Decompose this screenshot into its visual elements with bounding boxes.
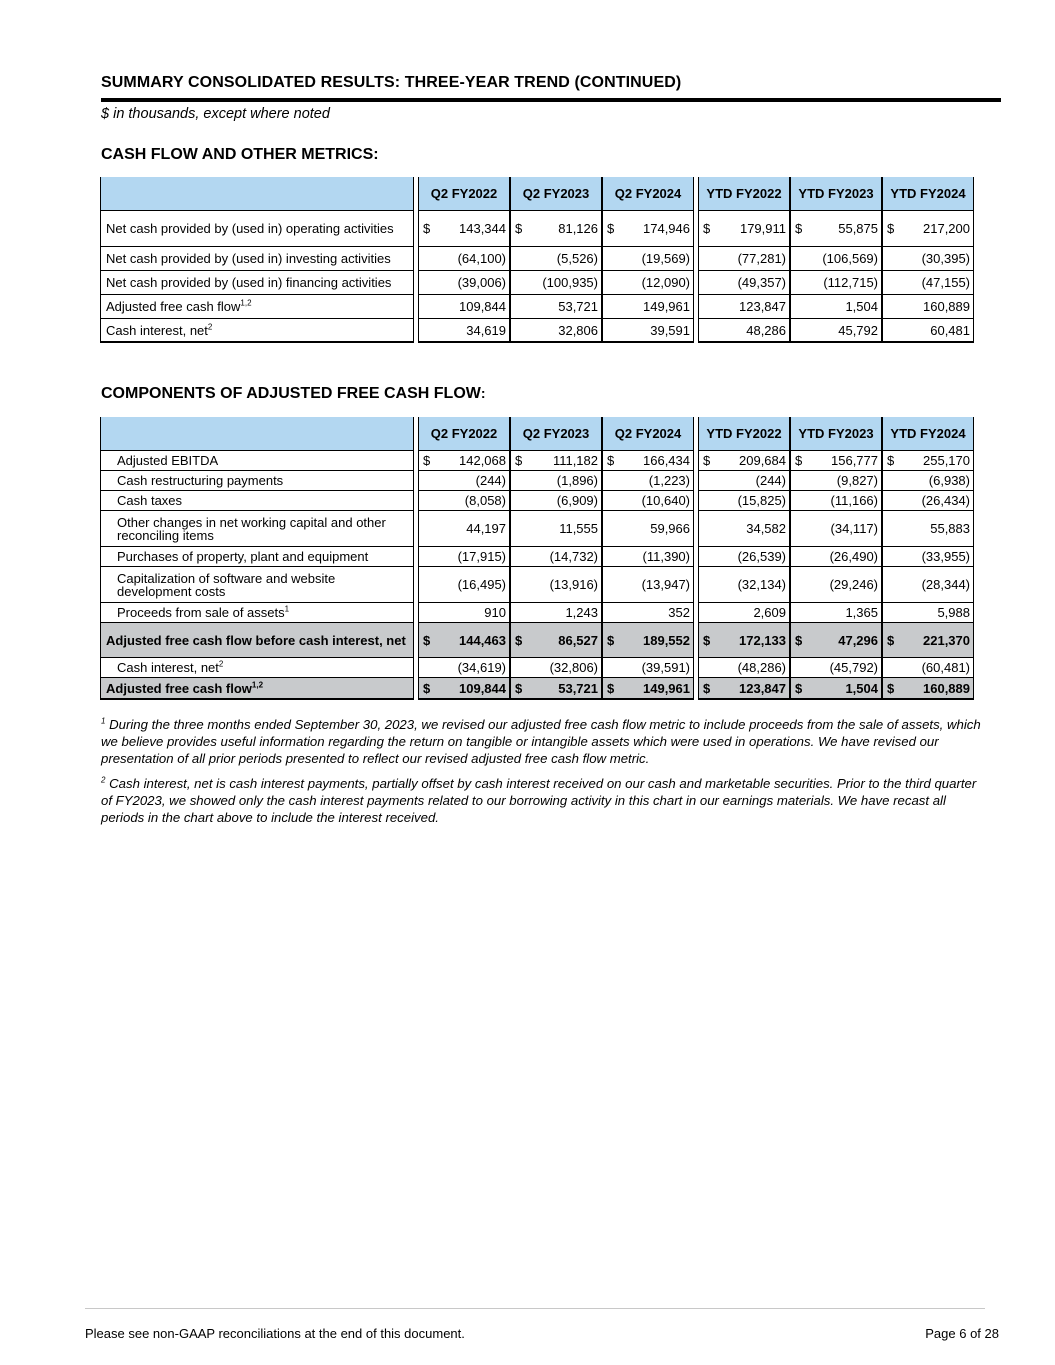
- cell-value: (17,915): [457, 549, 506, 564]
- value-cell: [418, 451, 510, 471]
- cell-value: (33,955): [921, 549, 970, 564]
- row-label-text: Net cash provided by (used in) operating activities: [106, 221, 394, 236]
- cell-value: 1,504: [845, 299, 878, 314]
- cell-value: 1,504: [845, 680, 878, 696]
- value-cell: [602, 603, 694, 623]
- column-header: YTD FY2024: [882, 177, 974, 211]
- currency-symbol: $: [423, 680, 431, 696]
- currency-symbol: $: [607, 632, 615, 648]
- value-cell: [510, 658, 602, 678]
- row-label-text: Cash interest, net: [117, 660, 219, 675]
- cell-value: (32,134): [737, 577, 786, 592]
- cell-value: 111,182: [552, 453, 598, 468]
- cell-value: (34,619): [457, 660, 506, 675]
- value-cell: [510, 211, 602, 247]
- table-row: [100, 567, 974, 603]
- currency-symbol: $: [887, 680, 895, 696]
- cell-value: 143,344: [459, 221, 506, 236]
- value-cell: [790, 678, 882, 700]
- header-blank-cell: [100, 177, 414, 211]
- currency-symbol: $: [703, 680, 711, 696]
- table-row: [100, 547, 974, 567]
- table-row: [100, 623, 974, 658]
- row-label-text: Adjusted free cash flow: [106, 299, 241, 314]
- row-label: [100, 491, 414, 511]
- column-header: YTD FY2024: [882, 417, 974, 451]
- cell-value: (26,490): [829, 549, 878, 564]
- value-cell: [602, 271, 694, 295]
- cell-value: 166,434: [643, 453, 690, 468]
- row-label-text: Purchases of property, plant and equipment: [117, 549, 369, 564]
- row-label: [100, 211, 414, 247]
- column-header: Q2 FY2022: [418, 177, 510, 211]
- header-blank-cell: [100, 417, 414, 451]
- currency-symbol: $: [607, 221, 615, 236]
- table-header-row: [100, 177, 974, 211]
- value-cell: [882, 247, 974, 271]
- row-label: [100, 511, 414, 547]
- value-cell: [790, 603, 882, 623]
- row-label: [100, 678, 414, 700]
- footnote-1: [101, 716, 981, 767]
- value-cell: [882, 511, 974, 547]
- cell-value: 11,555: [559, 521, 598, 536]
- cell-value: 255,170: [923, 453, 970, 468]
- value-cell: [602, 678, 694, 700]
- value-cell: [698, 295, 790, 319]
- cell-value: 47,296: [838, 632, 878, 648]
- value-cell: [418, 247, 510, 271]
- components-section-title: [101, 385, 486, 403]
- cell-value: 142,068: [459, 453, 506, 468]
- value-cell: [790, 491, 882, 511]
- components-title-text: COMPONENTS OF ADJUSTED FREE CASH FLOW: [101, 385, 481, 402]
- cell-value: (19,569): [641, 251, 690, 266]
- footnote-ref: 1,2: [240, 298, 252, 308]
- cell-value: 45,792: [838, 322, 878, 338]
- cell-value: 209,684: [739, 453, 786, 468]
- cell-value: (28,344): [921, 577, 970, 592]
- row-label-text: Capitalization of software and website development costs: [117, 570, 336, 599]
- column-header: Q2 FY2022: [418, 417, 510, 451]
- value-cell: [510, 567, 602, 603]
- currency-symbol: $: [887, 453, 895, 468]
- value-cell: [510, 471, 602, 491]
- cell-value: (39,591): [641, 660, 690, 675]
- value-cell: [882, 491, 974, 511]
- cell-value: (12,090): [641, 275, 690, 290]
- value-cell: [418, 491, 510, 511]
- column-header: YTD FY2022: [698, 177, 790, 211]
- cell-value: 221,370: [923, 632, 970, 648]
- table-row: [100, 658, 974, 678]
- cash-flow-table: [100, 177, 974, 343]
- value-cell: [602, 295, 694, 319]
- page-subtitle: $ in thousands, except where noted: [101, 106, 330, 122]
- currency-symbol: $: [515, 453, 523, 468]
- value-cell: [698, 678, 790, 700]
- footnote-ref: 1: [284, 604, 290, 614]
- value-cell: [602, 567, 694, 603]
- value-cell: [510, 451, 602, 471]
- cell-value: 53,721: [558, 680, 598, 696]
- value-cell: [790, 547, 882, 567]
- cell-value: 34,582: [746, 521, 786, 536]
- cell-value: 1,365: [845, 605, 878, 620]
- currency-symbol: $: [423, 221, 431, 236]
- row-label-text: Cash taxes: [117, 493, 183, 508]
- row-label-text: Adjusted free cash flow: [106, 680, 252, 696]
- value-cell: [698, 491, 790, 511]
- cell-value: 123,847: [739, 299, 786, 314]
- value-cell: [790, 658, 882, 678]
- value-cell: [790, 451, 882, 471]
- value-cell: [882, 623, 974, 658]
- value-cell: [602, 511, 694, 547]
- value-cell: [418, 678, 510, 700]
- value-cell: [882, 211, 974, 247]
- cell-value: 352: [668, 605, 690, 620]
- cell-value: 2,609: [753, 605, 786, 620]
- value-cell: [510, 247, 602, 271]
- page-number: Page 6 of 28: [925, 1326, 999, 1341]
- cell-value: (106,569): [822, 251, 878, 266]
- row-label: [100, 658, 414, 678]
- currency-symbol: $: [887, 221, 895, 236]
- footnote-1-mark: 1: [101, 716, 106, 726]
- row-label-text: Cash interest, net: [106, 322, 208, 338]
- cell-value: (8,058): [464, 493, 506, 508]
- cell-value: (15,825): [737, 493, 786, 508]
- cell-value: 160,889: [923, 299, 970, 314]
- column-header: Q2 FY2024: [602, 177, 694, 211]
- cell-value: (13,947): [641, 577, 690, 592]
- currency-symbol: $: [795, 632, 803, 648]
- value-cell: [698, 211, 790, 247]
- value-cell: [418, 295, 510, 319]
- row-label-text: Net cash provided by (used in) investing activities: [106, 251, 391, 266]
- cell-value: (6,938): [928, 473, 970, 488]
- row-label-text: Adjusted EBITDA: [117, 453, 219, 468]
- currency-symbol: $: [423, 632, 431, 648]
- cell-value: 55,875: [838, 221, 878, 236]
- table-header-row: [100, 417, 974, 451]
- column-header: Q2 FY2023: [510, 177, 602, 211]
- cell-value: 149,961: [643, 680, 690, 696]
- currency-symbol: $: [515, 680, 523, 696]
- value-cell: [418, 471, 510, 491]
- value-cell: [418, 547, 510, 567]
- value-cell: [510, 547, 602, 567]
- cell-value: 59,966: [650, 521, 690, 536]
- row-label: [100, 319, 414, 343]
- row-label-text: Cash restructuring payments: [117, 473, 284, 488]
- table-row: [100, 319, 974, 343]
- row-label: [100, 567, 414, 603]
- value-cell: [510, 295, 602, 319]
- value-cell: [698, 319, 790, 343]
- value-cell: [418, 271, 510, 295]
- cell-value: 160,889: [923, 680, 970, 696]
- cell-value: 44,197: [466, 521, 506, 536]
- value-cell: [790, 211, 882, 247]
- value-cell: [698, 451, 790, 471]
- table-row: [100, 247, 974, 271]
- cell-value: 109,844: [459, 680, 506, 696]
- value-cell: [602, 471, 694, 491]
- footnote-ref: 2: [207, 322, 213, 332]
- cell-value: 179,911: [739, 221, 786, 236]
- footnote-2-text: Cash interest, net is cash interest payments, partially offset by cash interest received on our cash and marketable securities. Prior to the third quarter of FY2023, we showed only the cash interest payments related to our borrowing activity in this chart in our earnings materials. We have recast all periods in the chart above to include the interest received.: [101, 776, 977, 825]
- row-label-text: Proceeds from sale of assets: [117, 605, 285, 620]
- value-cell: [418, 511, 510, 547]
- cell-value: (244): [475, 473, 506, 488]
- row-label: [100, 603, 414, 623]
- cell-value: 217,200: [923, 221, 970, 236]
- value-cell: [418, 623, 510, 658]
- cell-value: (112,715): [823, 275, 878, 290]
- row-label: [100, 471, 414, 491]
- value-cell: [602, 247, 694, 271]
- footnote-2: [101, 775, 981, 826]
- cell-value: 1,243: [565, 605, 598, 620]
- currency-symbol: $: [703, 221, 711, 236]
- cell-value: 149,961: [643, 299, 690, 314]
- value-cell: [698, 471, 790, 491]
- cell-value: (11,390): [642, 549, 690, 564]
- cell-value: 174,946: [643, 221, 690, 236]
- cell-value: (39,006): [457, 275, 506, 290]
- value-cell: [790, 511, 882, 547]
- row-label: [100, 623, 414, 658]
- value-cell: [882, 678, 974, 700]
- value-cell: [418, 319, 510, 343]
- table-row: [100, 491, 974, 511]
- value-cell: [882, 319, 974, 343]
- cell-value: (11,166): [830, 493, 878, 508]
- cell-value: (34,117): [830, 521, 878, 536]
- cell-value: (32,806): [549, 660, 598, 675]
- cell-value: 53,721: [558, 299, 598, 314]
- footnote-ref: 2: [218, 659, 224, 669]
- table-row: [100, 471, 974, 491]
- column-header: YTD FY2023: [790, 177, 882, 211]
- column-header: Q2 FY2024: [602, 417, 694, 451]
- value-cell: [510, 491, 602, 511]
- value-cell: [882, 567, 974, 603]
- row-label: [100, 547, 414, 567]
- cell-value: 81,126: [558, 221, 598, 236]
- currency-symbol: $: [795, 221, 803, 236]
- title-divider: [101, 98, 1001, 102]
- cell-value: (29,246): [829, 577, 878, 592]
- cell-value: 156,777: [831, 453, 878, 468]
- footnote-1-text: During the three months ended September 30, 2023, we revised our adjusted free cash flow metric to include proceeds from the sale of assets, which we believe provides useful information regarding the return on tangible or intangible assets which were used in operations. We have revised our presentation of all prior periods presented to reflect our revised adjusted free cash flow metric.: [101, 717, 981, 766]
- value-cell: [510, 319, 602, 343]
- page-title: SUMMARY CONSOLIDATED RESULTS: THREE-YEAR TREND (CONTINUED): [101, 74, 682, 91]
- value-cell: [790, 567, 882, 603]
- cell-value: 123,847: [739, 680, 786, 696]
- row-label: [100, 295, 414, 319]
- value-cell: [882, 271, 974, 295]
- currency-symbol: $: [515, 632, 523, 648]
- cell-value: 39,591: [650, 322, 690, 338]
- value-cell: [698, 247, 790, 271]
- table-row: [100, 295, 974, 319]
- cell-value: (1,223): [648, 473, 690, 488]
- value-cell: [418, 658, 510, 678]
- value-cell: [790, 271, 882, 295]
- value-cell: [602, 658, 694, 678]
- value-cell: [882, 451, 974, 471]
- components-table: [100, 417, 974, 700]
- cell-value: (16,495): [457, 577, 506, 592]
- row-label-text: Adjusted free cash flow before cash interest, net: [106, 632, 406, 648]
- footnote-ref: 1,2: [251, 680, 264, 690]
- value-cell: [790, 295, 882, 319]
- cell-value: (14,732): [549, 549, 598, 564]
- row-label: [100, 247, 414, 271]
- currency-symbol: $: [607, 680, 615, 696]
- cash-flow-section-title: CASH FLOW AND OTHER METRICS:: [101, 146, 379, 163]
- value-cell: [882, 547, 974, 567]
- value-cell: [418, 567, 510, 603]
- cell-value: (26,434): [921, 493, 970, 508]
- currency-symbol: $: [795, 453, 803, 468]
- cell-value: (6,909): [556, 493, 598, 508]
- row-label: [100, 271, 414, 295]
- cell-value: 109,844: [459, 299, 506, 314]
- column-header: YTD FY2022: [698, 417, 790, 451]
- cell-value: 172,133: [739, 632, 786, 648]
- value-cell: [790, 247, 882, 271]
- cell-value: 60,481: [930, 322, 970, 338]
- currency-symbol: $: [607, 453, 615, 468]
- row-label-text: Net cash provided by (used in) financing activities: [106, 275, 392, 290]
- currency-symbol: $: [515, 221, 523, 236]
- table-row: [100, 511, 974, 547]
- column-header: Q2 FY2023: [510, 417, 602, 451]
- footer-note: Please see non-GAAP reconciliations at the end of this document.: [85, 1326, 465, 1341]
- table-row: [100, 451, 974, 471]
- cell-value: (47,155): [921, 275, 970, 290]
- table-row: [100, 271, 974, 295]
- cell-value: (48,286): [737, 660, 786, 675]
- currency-symbol: $: [795, 680, 803, 696]
- value-cell: [510, 271, 602, 295]
- table-row: [100, 211, 974, 247]
- components-title-suffix: :: [480, 385, 486, 401]
- value-cell: [510, 511, 602, 547]
- value-cell: [698, 567, 790, 603]
- value-cell: [602, 491, 694, 511]
- value-cell: [790, 319, 882, 343]
- value-cell: [790, 471, 882, 491]
- cell-value: (10,640): [641, 493, 690, 508]
- cell-value: (9,827): [836, 473, 878, 488]
- column-header: YTD FY2023: [790, 417, 882, 451]
- value-cell: [510, 623, 602, 658]
- value-cell: [698, 511, 790, 547]
- value-cell: [698, 658, 790, 678]
- value-cell: [602, 623, 694, 658]
- row-label-text: Other changes in net working capital and other reconciling items: [117, 514, 386, 543]
- table-row: [100, 603, 974, 623]
- value-cell: [510, 603, 602, 623]
- cell-value: 189,552: [643, 632, 690, 648]
- cell-value: (45,792): [829, 660, 878, 675]
- cell-value: (64,100): [457, 251, 506, 266]
- cell-value: 55,883: [930, 521, 970, 536]
- cell-value: (13,916): [549, 577, 598, 592]
- row-label: [100, 451, 414, 471]
- value-cell: [698, 623, 790, 658]
- value-cell: [882, 603, 974, 623]
- value-cell: [418, 603, 510, 623]
- cell-value: (100,935): [542, 275, 598, 290]
- value-cell: [790, 623, 882, 658]
- value-cell: [602, 319, 694, 343]
- cell-value: 910: [484, 605, 506, 620]
- value-cell: [602, 547, 694, 567]
- value-cell: [882, 295, 974, 319]
- cell-value: (1,896): [556, 473, 598, 488]
- cell-value: (26,539): [737, 549, 786, 564]
- value-cell: [698, 547, 790, 567]
- value-cell: [882, 658, 974, 678]
- cell-value: (5,526): [556, 251, 598, 266]
- value-cell: [602, 451, 694, 471]
- value-cell: [418, 211, 510, 247]
- cell-value: (77,281): [737, 251, 786, 266]
- cell-value: (60,481): [921, 660, 970, 675]
- cell-value: 86,527: [558, 632, 598, 648]
- currency-symbol: $: [423, 453, 431, 468]
- value-cell: [698, 603, 790, 623]
- currency-symbol: $: [887, 632, 895, 648]
- cell-value: 34,619: [466, 322, 506, 338]
- cell-value: (30,395): [921, 251, 970, 266]
- value-cell: [882, 471, 974, 491]
- cell-value: (244): [755, 473, 786, 488]
- currency-symbol: $: [703, 453, 711, 468]
- cell-value: 32,806: [558, 322, 598, 338]
- cell-value: 144,463: [459, 632, 506, 648]
- value-cell: [602, 211, 694, 247]
- value-cell: [510, 678, 602, 700]
- value-cell: [698, 271, 790, 295]
- footer-divider: [85, 1308, 985, 1309]
- cell-value: 48,286: [746, 322, 786, 338]
- table-row: [100, 678, 974, 700]
- cell-value: 5,988: [937, 605, 970, 620]
- footnote-2-mark: 2: [101, 775, 106, 785]
- currency-symbol: $: [703, 632, 711, 648]
- cell-value: (49,357): [737, 275, 786, 290]
